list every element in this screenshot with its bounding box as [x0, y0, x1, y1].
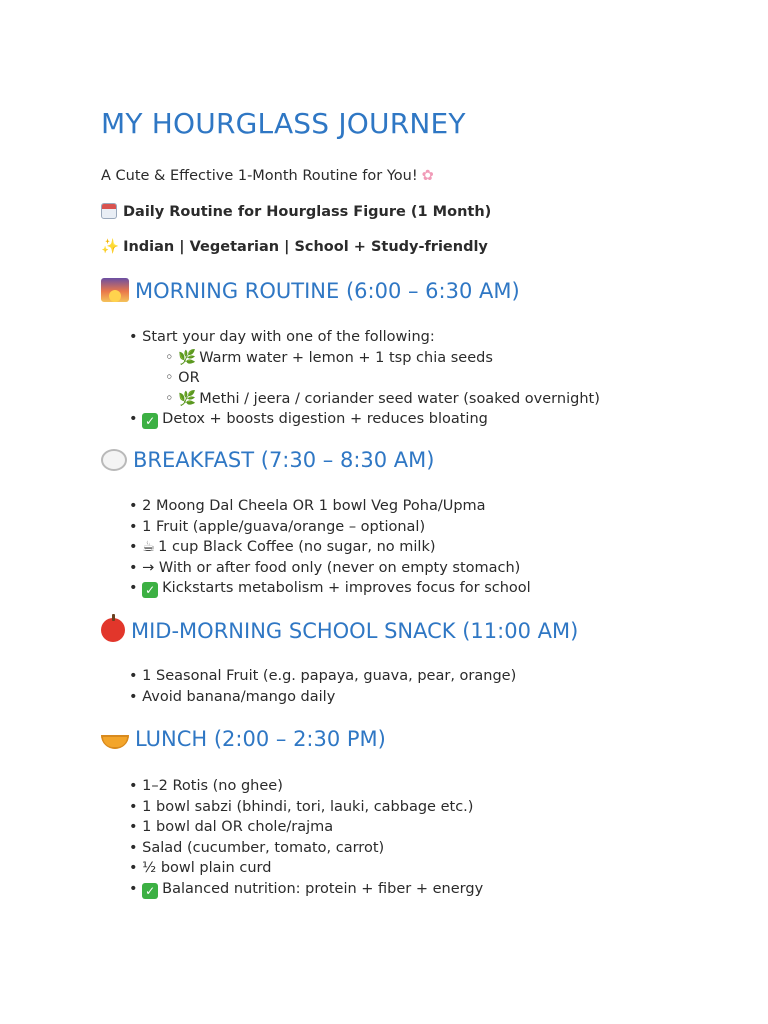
section-heading-text: MID-MORNING SCHOOL SNACK (11:00 AM) [131, 619, 579, 643]
sunrise-icon [101, 278, 129, 302]
check-mark-icon: ✓ [142, 413, 158, 429]
sub-list-item [165, 368, 600, 389]
list-item [129, 687, 516, 708]
section-heading-snack [101, 618, 578, 643]
list-item-text: Avoid banana/mango daily [142, 688, 336, 705]
list-item [129, 879, 483, 900]
subtitle [101, 168, 434, 184]
routine-heading [101, 203, 491, 220]
list-item-text: Kickstarts metabolism + improves focus for school [162, 580, 531, 596]
sub-list [129, 348, 600, 410]
list-item-text: 1 bowl dal OR chole/rajma [142, 819, 334, 835]
sub-list-item-text: OR [178, 370, 200, 386]
page-title: MY HOURGLASS JOURNEY [101, 107, 466, 140]
list-item [129, 578, 531, 599]
plate-icon [101, 449, 127, 471]
list-item-text: 2 Moong Dal Cheela OR 1 bowl Veg Poha/Upma [142, 498, 486, 514]
section-heading-text: BREAKFAST (7:30 – 8:30 AM) [133, 448, 435, 472]
section-heading-breakfast [101, 448, 434, 472]
list-item [129, 517, 531, 538]
list-item-text: 1 cup Black Coffee (no sugar, no milk) [158, 539, 436, 555]
curry-rice-icon [101, 729, 129, 749]
list-item [129, 776, 483, 797]
list-item-text: 1–2 Rotis (no ghee) [142, 778, 283, 794]
snack-list [129, 666, 516, 707]
list-item-text: Detox + boosts digestion + reduces bloating [162, 411, 488, 427]
lunch-list [129, 776, 483, 899]
section-heading-text: MORNING ROUTINE (6:00 – 6:30 AM) [135, 279, 520, 303]
list-item-text: Start your day with one of the following: [142, 329, 435, 345]
sparkles-icon: ✨ [101, 239, 120, 255]
list-item-text: Salad (cucumber, tomato, carrot) [142, 839, 385, 856]
diet-tags-text: Indian | Vegetarian | School + Study-friendly [123, 239, 488, 255]
sub-list-item [165, 389, 600, 410]
subtitle-text: A Cute & Effective 1-Month Routine for You! [101, 168, 418, 184]
cherry-blossom-icon: ✿ [421, 168, 434, 184]
list-item-text: ½ bowl plain curd [142, 860, 272, 876]
calendar-icon [101, 203, 117, 219]
list-item [129, 817, 483, 838]
check-mark-icon: ✓ [142, 883, 158, 899]
apple-icon [101, 618, 125, 642]
routine-heading-text: Daily Routine for Hourglass Figure (1 Month) [123, 204, 492, 220]
list-item-text: 1 bowl sabzi (bhindi, tori, lauki, cabbage etc.) [142, 798, 474, 815]
section-heading-morning [101, 278, 520, 303]
sub-list-item-text: Warm water + lemon + 1 tsp chia seeds [199, 349, 493, 366]
coffee-icon: ☕ [142, 539, 156, 555]
list-item [129, 838, 483, 859]
breakfast-list [129, 496, 531, 599]
list-item-text: 1 Seasonal Fruit (e.g. papaya, guava, pear, orange) [142, 668, 517, 684]
list-item [129, 496, 531, 517]
sub-list-item [165, 348, 600, 369]
check-mark-icon: ✓ [142, 582, 158, 598]
section-heading-lunch [101, 727, 386, 751]
diet-tags [101, 238, 488, 255]
sub-list-item-text: Methi / jeera / coriander seed water (soaked overnight) [199, 390, 600, 407]
section-heading-text: LUNCH (2:00 – 2:30 PM) [135, 727, 386, 751]
list-item-text: 1 Fruit (apple/guava/orange – optional) [142, 518, 426, 535]
morning-list [129, 327, 600, 430]
list-item [129, 858, 483, 879]
list-item [129, 409, 600, 430]
list-item [129, 327, 600, 409]
herb-icon: 🌿 [178, 349, 197, 366]
herb-icon: 🌿 [178, 390, 197, 407]
list-item [129, 797, 483, 818]
list-item [129, 558, 531, 579]
list-item-text: → With or after food only (never on empty stomach) [142, 559, 521, 576]
list-item [129, 537, 531, 558]
list-item-text: Balanced nutrition: protein + fiber + energy [162, 880, 484, 897]
list-item [129, 666, 516, 687]
